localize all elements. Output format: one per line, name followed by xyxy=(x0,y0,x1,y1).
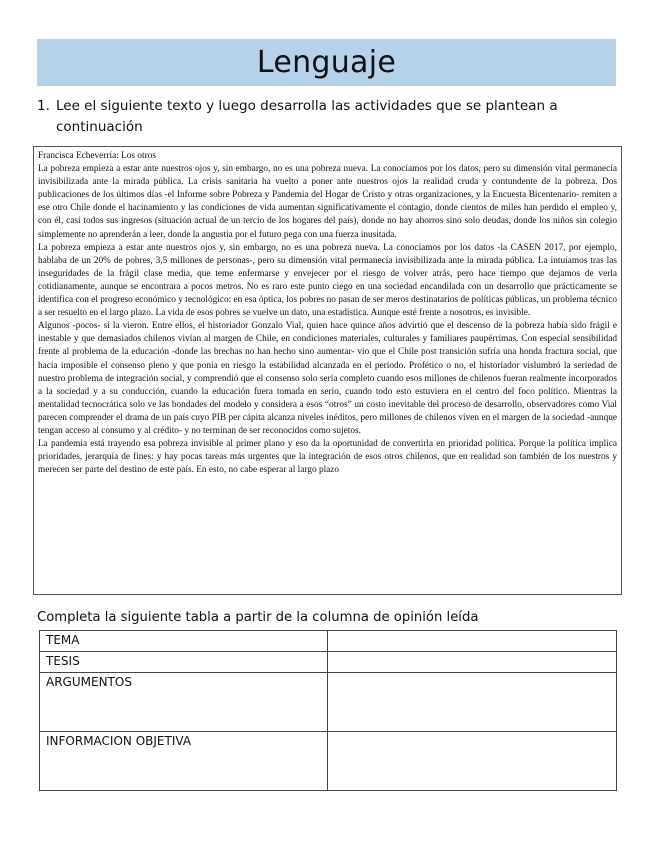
opinion-table xyxy=(39,630,617,791)
table-heading: Completa la siguiente tabla a partir de la columna de opinión leída xyxy=(37,610,479,625)
table-row xyxy=(40,631,617,652)
table-row xyxy=(40,732,617,791)
table-row xyxy=(40,652,617,673)
page-title: Lenguaje xyxy=(256,45,397,80)
row-label-tesis: TESIS xyxy=(40,652,328,673)
answer-cell-argumentos[interactable] xyxy=(328,673,617,732)
article-paragraph: La pobreza empieza a estar ante nuestros ojos y, sin embargo, no es una pobreza nueva. La conocíamos por los datos, pero su dimensión vital permanecía invisibilizada ante la mirada pública. La crisis sanitaria ha vuelto a poner ante nuestros ojos la realidad cruda y contundente de la pobreza. Dos publicaciones de los últimos días -el Informe sobre Pobreza y Pandemia del Hogar de Cristo y otras organizaciones, y la Encuesta Bicentenario- remiten a ese otro Chile donde el hacinamiento y las condiciones de vida aumentan significativamente el contagio, donde cientos de miles han perdido el empleo y, con él, casi todos sus ingresos (situación actual de un tercio de los hogares del país), donde no hay ahorros sino solo deudas, donde los niños sin colegio simplemente no aprenderán a leer, donde la angustia por el futuro pega con una fuerza inusitada. xyxy=(38,164,617,240)
answer-cell-tesis[interactable] xyxy=(328,652,617,673)
article-paragraph: La pandemia está trayendo esa pobreza invisible al primer plano y eso da la oportunidad de convertirla en prioridad política. Porque la política implica prioridades, jerarquía de fines: y hay pocas tareas más urgentes que la integración de esos otros chilenos, que en realidad son también de los nuestros y merecen ser parte del destino de este país. En esto, no cabe esperar al largo plazo xyxy=(38,439,617,476)
article-paragraph: Algunos -pocos- sí la vieron. Entre ellos, el historiador Gonzalo Vial, quien hace quince años advirtió que el descenso de la pobreza había sido frágil e inestable y que demasiados chilenos vivían al margen de Chile, en condiciones materiales, culturales y familiares paupérrimas. Con especial sensibilidad frente al problema de la educación -donde las brechas no han hecho sino aumentar- vio que el Chile post transición sufría una honda fractura social, que hacía imposible el consenso pleno y que ponía en riesgo la estabilidad alcanzada en el período. Profético o no, el historiador vislumbró la seriedad de nuestro problema de integración social, y comprendió que el consenso solo sería completo cuando esos millones de chilenos fueran realmente incorporados a la sociedad y a su conducción, cuando la educación fuera tomada en serio, cuando todo esto estuviera en el centro del foco político. Mientras la mentalidad tecnocrática solo ve las bondades del modelo y considera a esos “otros” un costo inevitable del proceso de desarrollo, observadores como Vial parecen comprender el drama de un país cuyo PIB per cápita alcanza niveles inéditos, pero millones de chilenos viven en el margen de la sociedad -aunque tengan acceso al consumo y al crédito- y no terminan de ser reconocidos como sujetos. xyxy=(38,321,617,436)
article-textbox xyxy=(33,146,622,595)
article-heading: Francisca Echeverría: Los otros xyxy=(38,151,156,161)
article-paragraph: La pobreza empieza a estar ante nuestros ojos y, sin embargo, no es una pobreza nueva. La conocíamos por los datos -la CASEN 2017, por ejemplo, hablaba de un 20% de pobres, 3,5 millones de personas-, pero su dimensión vital permanecía invisibilizada ante la mirada pública. La intuíamos tras las inseguridades de la frágil clase media, que teme enfermarse y envejecer por el riesgo de volver atrás, pero hace tiempo que dejamos de verla cotidianamente, aunque se encontrara a pocos metros. No es raro este punto ciego en una sociedad encandilada con un desarrollo que prácticamente se identifica con el progreso económico y tecnológico: en esa óptica, los pobres no pasan de ser meros destinatarios de políticas públicas, un problema técnico a ser resuelto en el largo plazo. La vida de esos pobres se vuelve un dato, una estadística. Aunque esté frente a nosotros, es invisible. xyxy=(38,242,617,319)
instruction-number: 1. xyxy=(37,98,50,114)
instruction-text: Lee el siguiente texto y luego desarrolla las actividades que se plantean a continuación xyxy=(56,98,558,135)
row-label-informacion-objetiva: INFORMACION OBJETIVA xyxy=(40,732,328,791)
row-label-tema: TEMA xyxy=(40,631,328,652)
instruction xyxy=(37,96,597,138)
table-row xyxy=(40,673,617,732)
row-label-argumentos: ARGUMENTOS xyxy=(40,673,328,732)
title-band xyxy=(37,39,616,86)
answer-cell-tema[interactable] xyxy=(328,631,617,652)
answer-cell-informacion-objetiva[interactable] xyxy=(328,732,617,791)
